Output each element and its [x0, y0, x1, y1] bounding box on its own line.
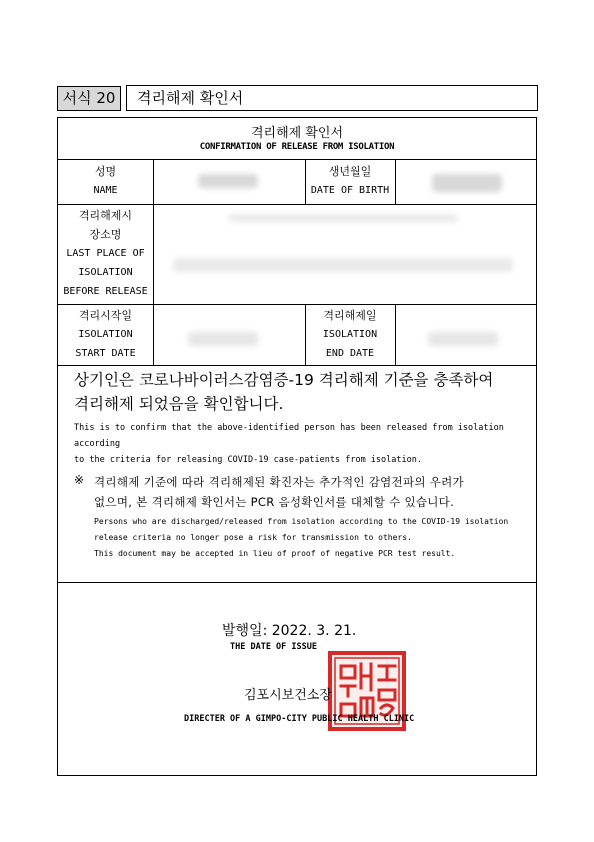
- issue-date: 발행일: 2022. 3. 21.: [222, 623, 357, 639]
- start-date-label: 격리시작일 ISOLATION START DATE: [75, 309, 136, 359]
- end-date-label: 격리해제일 ISOLATION END DATE: [322, 309, 378, 359]
- place-redacted-2: [173, 258, 513, 272]
- form-title: 격리해제 확인서: [126, 85, 538, 111]
- issue-date-label-en: THE DATE OF ISSUE: [230, 642, 317, 652]
- issuing-authority-en: DIRECTER OF A GIMPO-CITY PUBLIC HEALTH CLINIC: [184, 714, 415, 724]
- form-number-label: 서식 20: [57, 86, 121, 111]
- name-label: 성명 NAME: [93, 165, 118, 196]
- note-reference-mark: ※: [74, 473, 85, 487]
- note-korean: 격리해제 기준에 따라 격리해제된 확진자는 추가적인 감염전파의 우려가 없으며, 본 격리해제 확인서는 PCR 음성확인서를 대체할 수 있습니다.: [94, 475, 464, 509]
- document-title-en: CONFIRMATION OF RELEASE FROM ISOLATION: [199, 142, 395, 152]
- issuing-authority: 김포시보건소장: [244, 688, 332, 703]
- name-redacted: [198, 174, 258, 188]
- document-title: 격리해제 확인서: [250, 126, 344, 141]
- place-label: 격리해제시 장소명 LAST PLACE OF ISOLATION BEFORE RELEASE: [63, 209, 148, 297]
- end-date-redacted: [428, 332, 498, 346]
- document-frame: [57, 117, 537, 776]
- place-redacted-1: [228, 214, 458, 222]
- start-date-redacted: [188, 332, 258, 346]
- note-english: Persons who are discharged/released from isolation according to the COVID-19 isolation release criteria no longer pose a risk for transmission to others. This document may be accepted in lieu of proof of negative PCR test result.: [94, 517, 509, 558]
- dob-redacted: [432, 174, 502, 192]
- statement-korean: 상기인은 코로나바이러스감염증-19 격리해제 기준을 충족하여 격리해제 되었음을 확인합니다.: [74, 371, 494, 413]
- dob-label: 생년월일 DATE OF BIRTH: [310, 165, 390, 196]
- statement-english: This is to confirm that the above-identified person has been released from isolation according to the criteria for releasing COVID-19 case-patients from isolation.: [74, 423, 504, 465]
